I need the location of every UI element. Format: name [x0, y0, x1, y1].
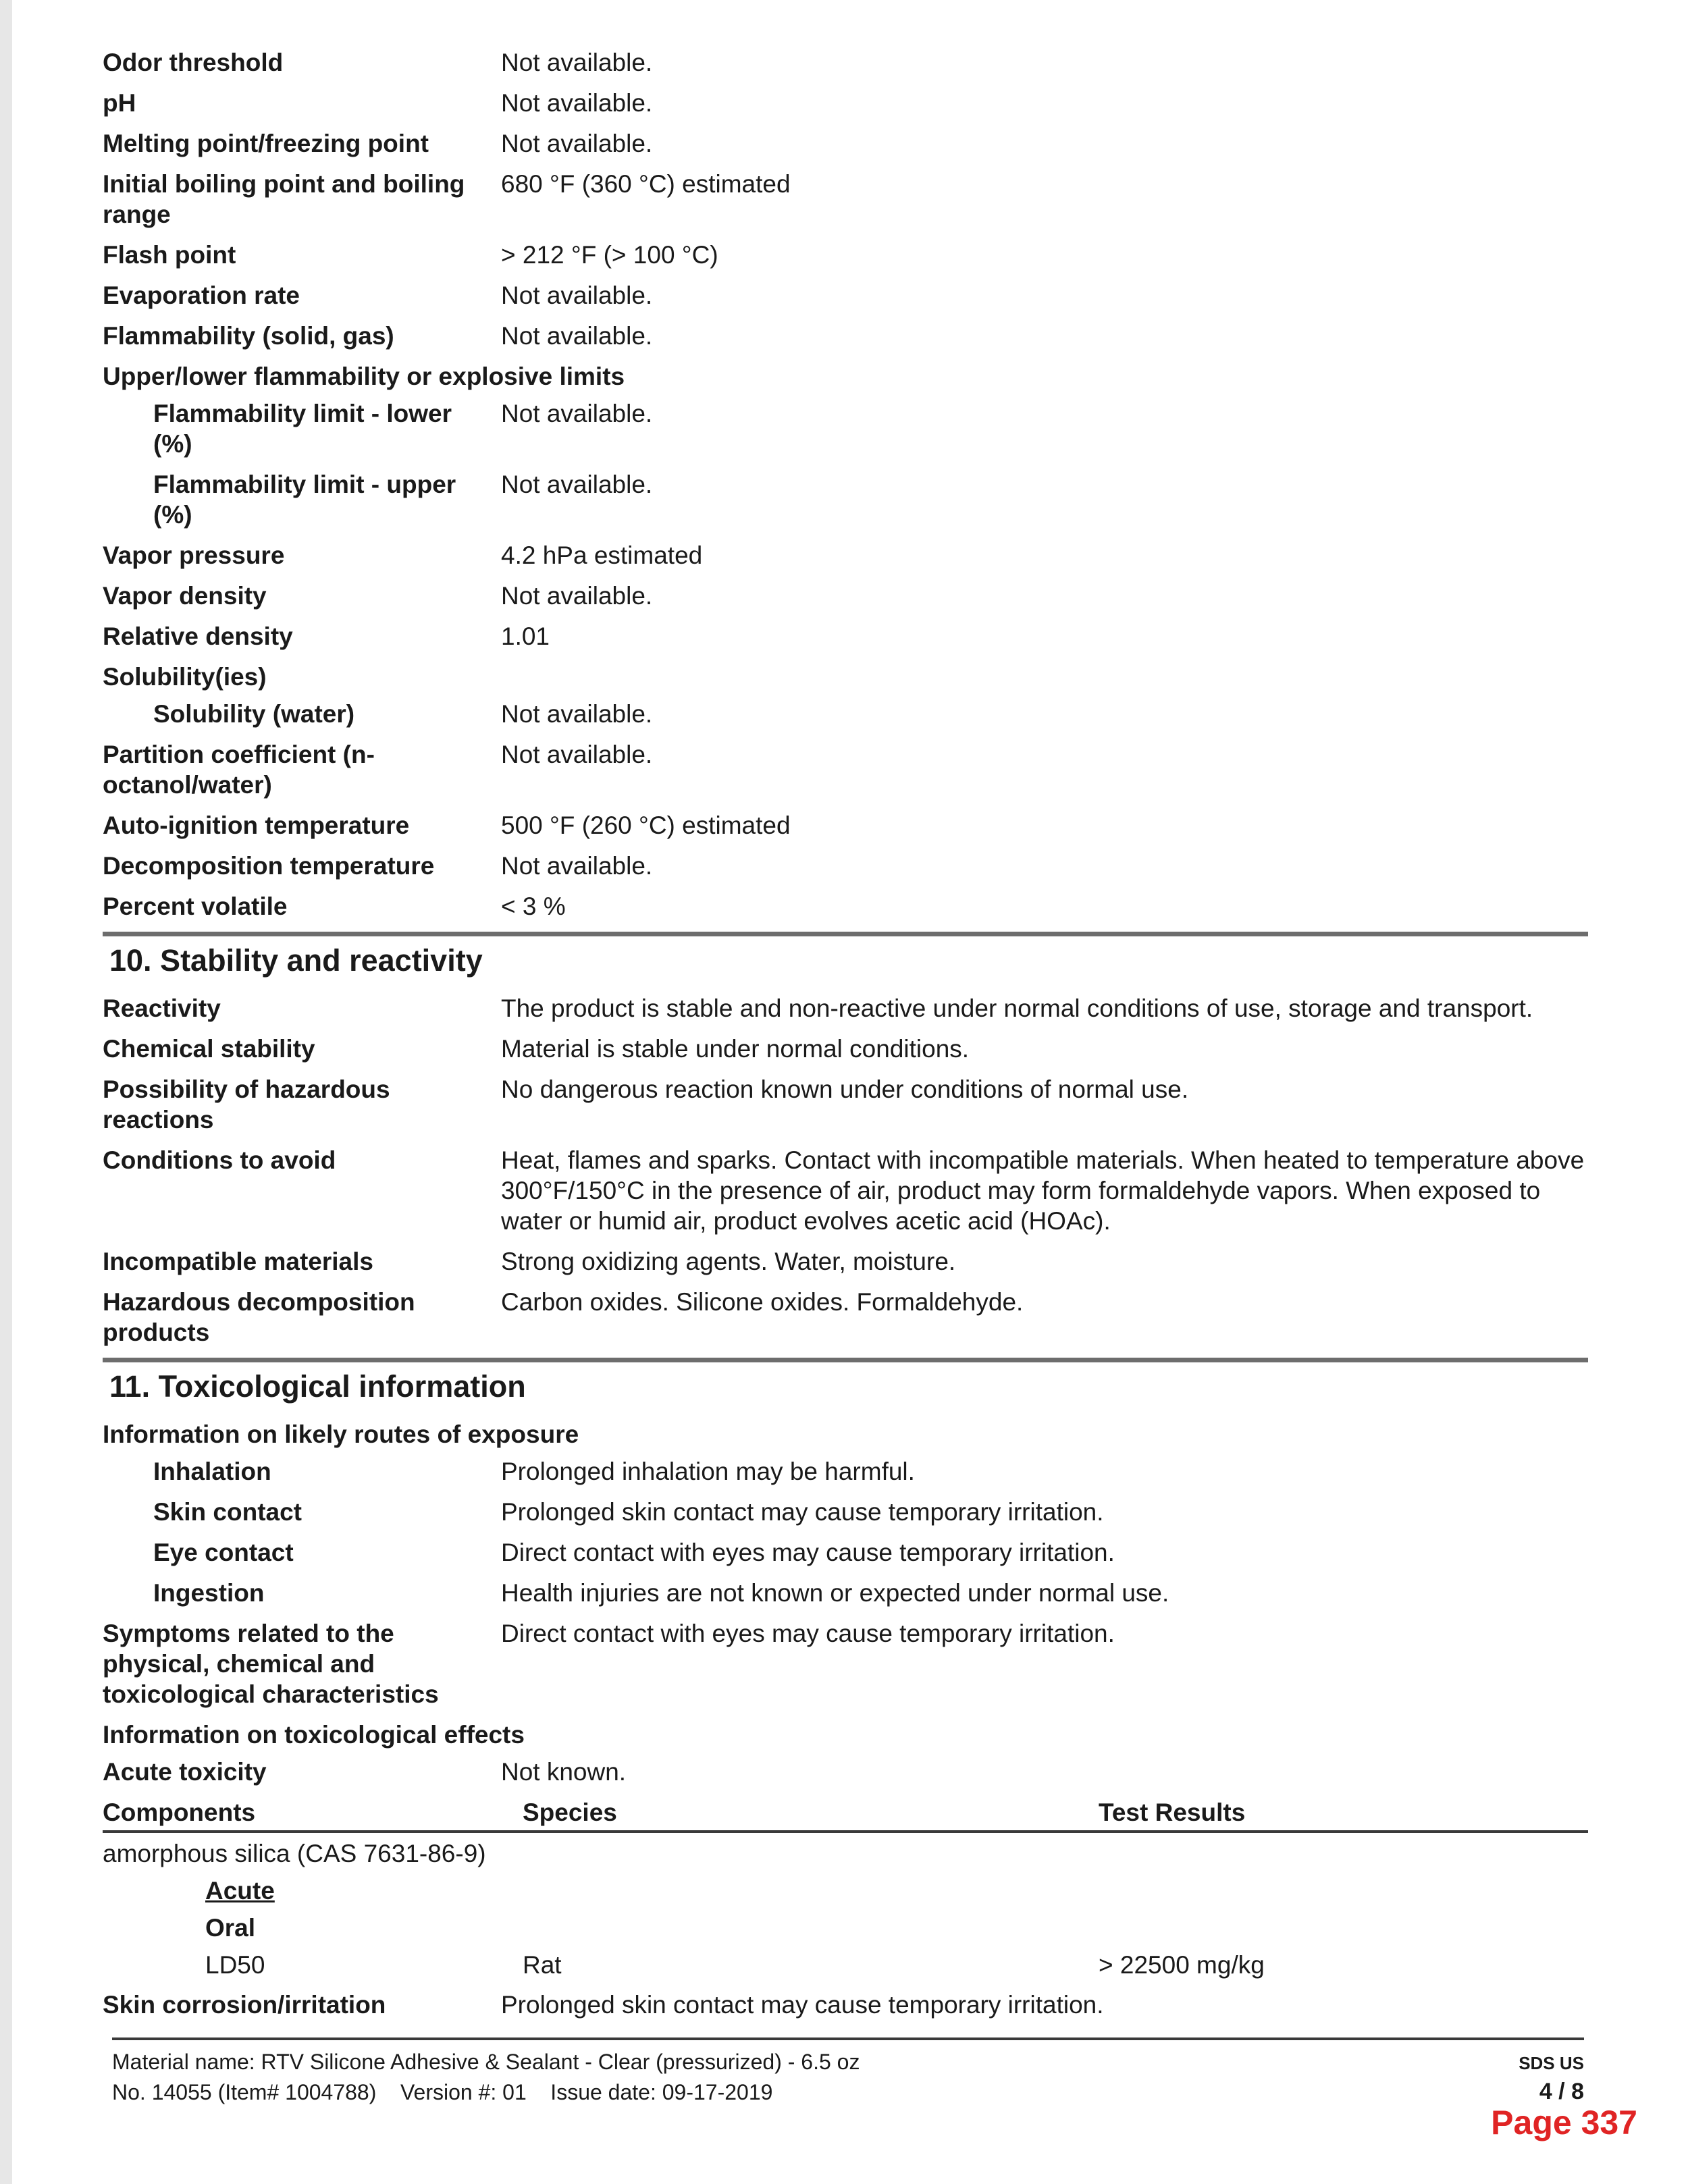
acute-toxicity-value: Not known.	[501, 1758, 627, 1786]
footer-page-number: 4 / 8	[1539, 2079, 1584, 2104]
property-row	[103, 540, 1588, 570]
stability-row	[103, 1246, 1588, 1277]
property-label: Flammability (solid, gas)	[103, 322, 394, 350]
route-row	[103, 1537, 1588, 1568]
property-value: Not available.	[501, 741, 653, 768]
property-row	[103, 47, 1588, 78]
property-value: 500 °F (260 °C) estimated	[501, 811, 791, 839]
footer-material-name: Material name: RTV Silicone Adhesive & Sealant - Clear (pressurized) - 6.5 oz	[112, 2050, 860, 2074]
property-label: Melting point/freezing point	[103, 130, 429, 157]
properties-list	[103, 47, 1588, 922]
component-subheading-oral: Oral	[205, 1914, 256, 1942]
route-row	[103, 1456, 1588, 1487]
effects-heading: Information on toxicological effects	[103, 1721, 525, 1749]
acute-toxicity-label: Acute toxicity	[103, 1758, 267, 1786]
skin-corrosion-row	[103, 1990, 1588, 2020]
property-label: Relative density	[103, 622, 293, 650]
page-stamp: Page 337	[1491, 2104, 1637, 2141]
property-label: Partition coefficient (n-octanol/water)	[103, 741, 375, 799]
sds-page-content	[103, 47, 1588, 2020]
route-value: Prolonged inhalation may be harmful.	[501, 1458, 915, 1485]
stability-label: Possibility of hazardous reactions	[103, 1075, 390, 1134]
flammability-limits-heading: Upper/lower flammability or explosive limits	[103, 363, 625, 390]
property-value: < 3 %	[501, 893, 566, 920]
stability-value: No dangerous reaction known under conditions of normal use.	[501, 1075, 1189, 1103]
section-divider	[103, 1358, 1588, 1362]
test-name: LD50	[205, 1951, 265, 1979]
property-label: Odor threshold	[103, 49, 284, 76]
route-value: Direct contact with eyes may cause temporary irritation.	[501, 1539, 1115, 1566]
document-footer	[112, 2037, 1584, 2108]
property-row	[103, 851, 1588, 881]
header-test-results: Test Results	[1099, 1799, 1246, 1826]
component-name: amorphous silica (CAS 7631-86-9)	[103, 1840, 486, 1867]
stability-list	[103, 993, 1588, 1348]
property-value: 1.01	[501, 622, 550, 650]
skin-corrosion-value: Prolonged skin contact may cause temporary irritation.	[501, 1991, 1104, 2019]
section-11-title: 11. Toxicological information	[109, 1369, 526, 1404]
component-subheading-acute: Acute	[205, 1877, 275, 1905]
route-label: Eye contact	[153, 1539, 294, 1566]
property-value: Not available.	[501, 400, 653, 427]
header-species: Species	[523, 1799, 617, 1826]
property-row	[103, 88, 1588, 118]
property-value: 4.2 hPa estimated	[501, 541, 703, 569]
property-value: 680 °F (360 °C) estimated	[501, 170, 791, 198]
route-label: Inhalation	[153, 1458, 271, 1485]
stability-row	[103, 1287, 1588, 1348]
stability-value: Carbon oxides. Silicone oxides. Formaldehyde.	[501, 1288, 1024, 1316]
property-label: Vapor density	[103, 582, 267, 610]
property-row	[103, 810, 1588, 841]
property-label: Solubility (water)	[153, 700, 355, 728]
property-label: Flammability limit - lower (%)	[153, 400, 452, 458]
property-row	[103, 128, 1588, 159]
property-label: pH	[103, 89, 136, 117]
stability-label: Hazardous decomposition products	[103, 1288, 415, 1346]
property-row	[103, 581, 1588, 611]
property-value: Not available.	[501, 322, 653, 350]
table-row	[103, 1950, 1588, 1980]
route-label: Skin contact	[153, 1498, 302, 1526]
property-row	[103, 699, 1588, 729]
property-row	[103, 280, 1588, 311]
footer-document-info: No. 14055 (Item# 1004788) Version #: 01 Issue date: 09-17-2019	[112, 2080, 773, 2104]
property-label: Decomposition temperature	[103, 852, 435, 880]
symptoms-value: Direct contact with eyes may cause temporary irritation.	[501, 1620, 1115, 1647]
property-value: Not available.	[501, 700, 653, 728]
property-value: Not available.	[501, 130, 653, 157]
solubility-heading: Solubility(ies)	[103, 663, 267, 691]
scan-edge-shadow	[0, 0, 12, 2184]
footer-sds-label: SDS US	[1519, 2053, 1584, 2073]
property-row	[103, 321, 1588, 351]
property-row	[103, 169, 1588, 230]
test-result-value: > 22500 mg/kg	[1099, 1951, 1265, 1979]
stability-label: Incompatible materials	[103, 1248, 373, 1275]
section-10-title: 10. Stability and reactivity	[109, 943, 483, 978]
stability-value: Strong oxidizing agents. Water, moisture.	[501, 1248, 956, 1275]
property-value: Not available.	[501, 49, 653, 76]
property-row	[103, 891, 1588, 922]
symptoms-row	[103, 1618, 1588, 1709]
property-label: Evaporation rate	[103, 282, 300, 309]
stability-row	[103, 1145, 1588, 1236]
property-label: Initial boiling point and boiling range	[103, 170, 465, 228]
skin-corrosion-label: Skin corrosion/irritation	[103, 1991, 386, 2019]
routes-heading: Information on likely routes of exposure	[103, 1420, 579, 1448]
property-label: Percent volatile	[103, 893, 288, 920]
route-row	[103, 1578, 1588, 1608]
property-row	[103, 240, 1588, 270]
stability-label: Chemical stability	[103, 1035, 315, 1063]
footer-page-info	[1519, 2050, 1584, 2107]
stability-row	[103, 1034, 1588, 1064]
property-value: Not available.	[501, 89, 653, 117]
property-value: Not available.	[501, 852, 653, 880]
property-label: Vapor pressure	[103, 541, 285, 569]
property-value: Not available.	[501, 582, 653, 610]
route-label: Ingestion	[153, 1579, 265, 1607]
property-value: Not available.	[501, 471, 653, 498]
route-value: Health injuries are not known or expected under normal use.	[501, 1579, 1169, 1607]
property-label: Auto-ignition temperature	[103, 811, 410, 839]
route-value: Prolonged skin contact may cause temporary irritation.	[501, 1498, 1104, 1526]
property-row	[103, 739, 1588, 800]
property-value: Not available.	[501, 282, 653, 309]
stability-label: Reactivity	[103, 994, 221, 1022]
property-row	[103, 621, 1588, 651]
property-label: Flash point	[103, 241, 236, 269]
property-row	[103, 469, 1588, 530]
property-label: Flammability limit - upper (%)	[153, 471, 456, 529]
section-divider	[103, 932, 1588, 936]
stability-value: Material is stable under normal conditions.	[501, 1035, 970, 1063]
stability-value: The product is stable and non-reactive under normal conditions of use, storage and transport.	[501, 994, 1533, 1022]
property-row	[103, 398, 1588, 459]
routes-list	[103, 1456, 1588, 1608]
stability-row	[103, 1074, 1588, 1135]
route-row	[103, 1497, 1588, 1527]
symptoms-label: Symptoms related to the physical, chemical and toxicological characteristics	[103, 1620, 439, 1708]
header-components: Components	[103, 1799, 256, 1826]
property-value: > 212 °F (> 100 °C)	[501, 241, 718, 269]
stability-value: Heat, flames and sparks. Contact with incompatible materials. When heated to temperature above 300°F/150°C in the presence of air, product may form formaldehyde vapors. When exposed to water or humid air, product evolves acetic acid (HOAc).	[501, 1146, 1585, 1235]
acute-toxicity-row	[103, 1757, 1588, 1787]
stability-row	[103, 993, 1588, 1023]
stability-label: Conditions to avoid	[103, 1146, 336, 1174]
species-value: Rat	[523, 1951, 562, 1979]
components-table-header	[103, 1797, 1588, 1833]
